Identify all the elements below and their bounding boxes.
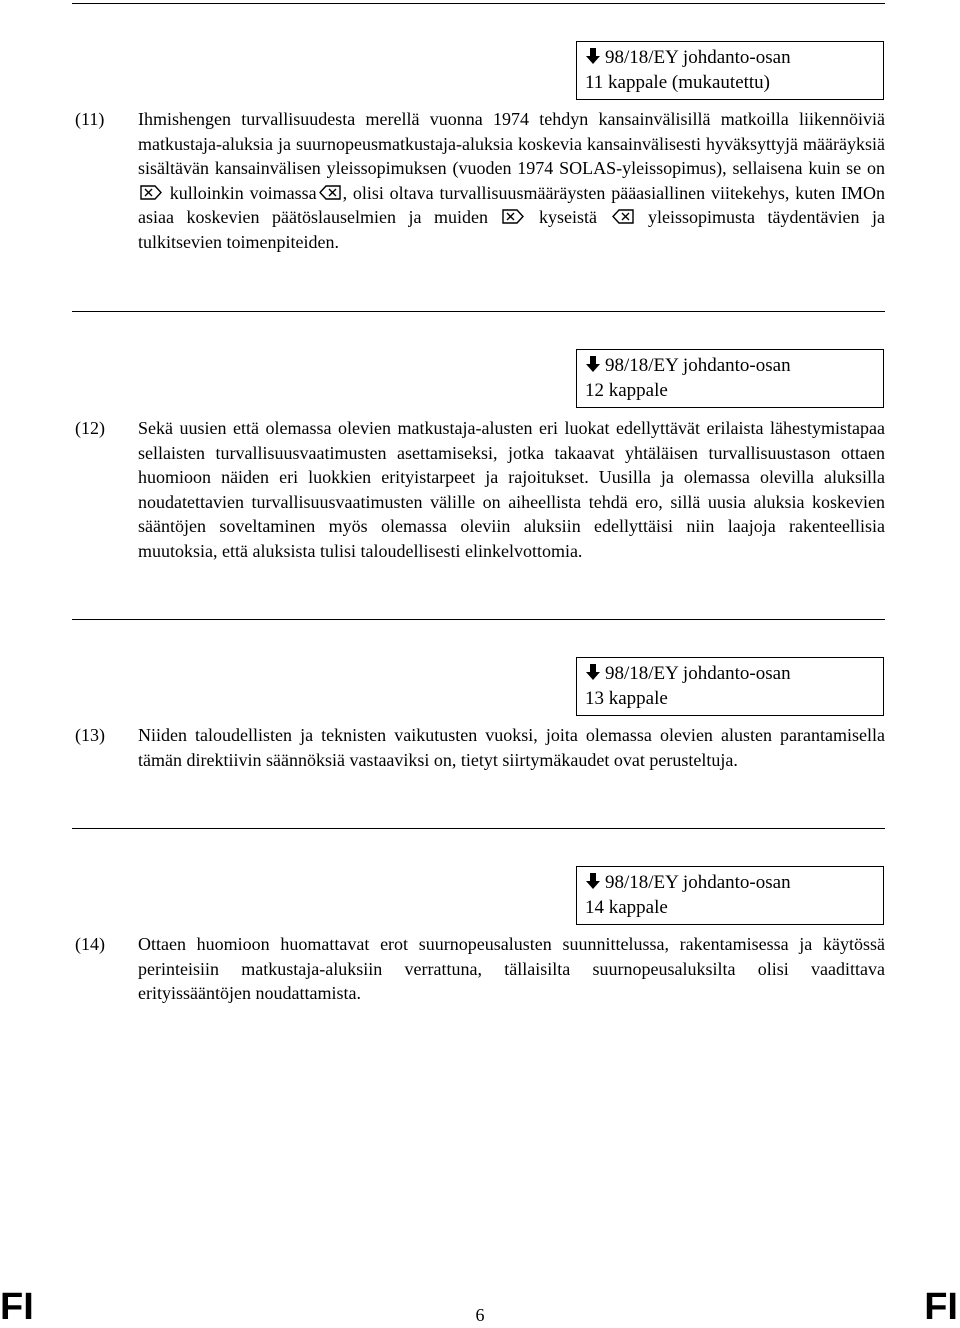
- footer-language-left: FI: [0, 1286, 34, 1328]
- section-divider: [72, 311, 885, 312]
- recital-text: Niiden taloudellisten ja teknisten vaikutusten vuoksi, joita olemassa olevien alusten parantamisella tämän direktiivin säännöksiä vastaaviksi on, tietyt siirtymäkaudet ovat perusteltuja.: [138, 725, 885, 770]
- source-reference-box-13: [576, 657, 884, 716]
- recital-number: (11): [75, 109, 105, 129]
- recital-text: Ottaen huomioon huomattavat erot suurnopeusalusten suunnittelussa, rakentamisessa ja käytössä perinteisiin matkustaja-aluksiin verrattuna, tällaisilta suurnopeusaluksilta olisi vaadittava erityissääntöjen noudattamista.: [138, 934, 885, 1004]
- reference-line-1: 98/18/EY johdanto-osan: [605, 47, 791, 68]
- section-divider: [72, 828, 885, 829]
- source-reference-box-14: [576, 866, 884, 925]
- recital-number: (12): [75, 418, 105, 438]
- deletion-mark-right-icon: [140, 185, 162, 200]
- reference-line-1: 98/18/EY johdanto-osan: [605, 663, 791, 684]
- source-reference-box-11: [576, 41, 884, 100]
- recital-number: (14): [75, 934, 105, 954]
- section-divider: [72, 619, 885, 620]
- recital-text: Sekä uusien että olemassa olevien matkustaja-alusten eri luokat edellyttävät erilaista lähestymistapaa sellaisten turvallisuusvaatimusten asettamiseksi, jotka takaavat yhtäläisen turvallisuustason ottaen huomioon näiden eri luokkien erityistarpeet ja rajoitukset. Uusilla ja olemassa olevilla aluksilla noudatettavien turvallisuusvaatimusten välille on aiheellista tehdä ero, sillä uusia aluksia koskevien sääntöjen soveltaminen myös olemassa oleviin aluksiin edellyttäisi niin laajoja rakenteellisia muutoksia, että aluksista tulisi taloudellisesti elinkelvottomia.: [138, 418, 885, 561]
- recital-11: [75, 107, 885, 255]
- deletion-mark-left-icon: [319, 185, 341, 200]
- reference-line-2: 14 kappale: [585, 897, 668, 918]
- reference-line-2: 12 kappale: [585, 380, 668, 401]
- down-arrow-icon: [585, 661, 605, 686]
- reference-line-2: 13 kappale: [585, 688, 668, 709]
- reference-line-2: 11 kappale (mukautettu): [585, 72, 771, 93]
- recital-14: [75, 932, 885, 1006]
- deletion-mark-right-icon: [502, 209, 524, 224]
- source-reference-box-12: [576, 349, 884, 408]
- recital-number: (13): [75, 725, 105, 745]
- reference-line-1: 98/18/EY johdanto-osan: [605, 355, 791, 376]
- deletion-mark-left-icon: [612, 209, 634, 224]
- recital-text: Ihmishengen turvallisuudesta merellä vuonna 1974 tehdyn kansainvälisillä matkoilla liikennöiviä matkustaja-aluksia ja suurnopeusmatkustaja-aluksia koskevia kansainvälisesti hyväksyttyjä määräyksiä sisältävän kansainvälisen yleissopimuksen (vuoden 1974 SOLAS-yleissopimus), sellaisena kuin se on kulloinkin voimassa , olisi oltava turvallisuusmääräysten pääasiallinen viitekehys, kuten IMOn asiaa koskevien päätöslauselmien ja muiden kyseistä yleissopimusta täydentävien ja tulkitsevien toimenpiteiden.: [138, 109, 886, 252]
- reference-line-1: 98/18/EY johdanto-osan: [605, 872, 791, 893]
- recital-13: [75, 723, 885, 772]
- page-number: 6: [475, 1305, 485, 1325]
- down-arrow-icon: [585, 870, 605, 895]
- down-arrow-icon: [585, 353, 605, 378]
- recital-12: [75, 416, 885, 564]
- down-arrow-icon: [585, 45, 605, 70]
- top-divider: [72, 3, 885, 4]
- footer-language-right: FI: [924, 1286, 958, 1328]
